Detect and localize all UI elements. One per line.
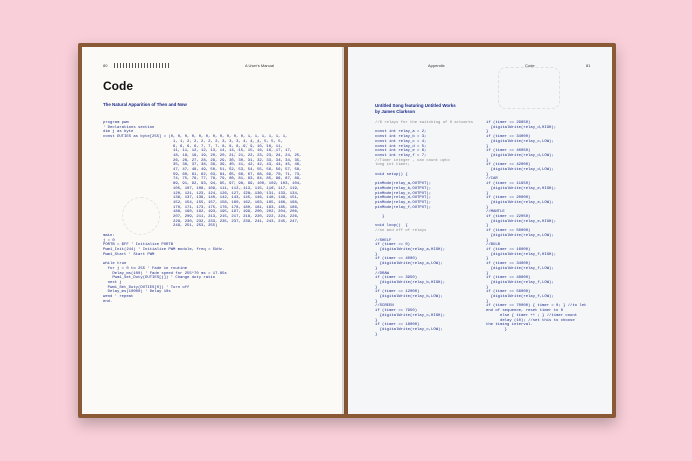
code-comment: //on and off of relays — [375, 229, 427, 234]
right-subtitle: Untitled Song featuring Untitled Works by James Clarkson — [375, 103, 456, 114]
left-page — [82, 47, 344, 414]
faint-drawing — [498, 67, 560, 109]
right-page — [348, 47, 612, 414]
code-comment: //6 relays for the switching of 6 artworks — [375, 121, 474, 125]
right-header-left: Appendix — [428, 63, 445, 68]
page-title: Code — [103, 79, 133, 93]
left-header-title: A User's Manual — [245, 63, 274, 68]
open-book — [78, 43, 616, 418]
code-column-1 — [375, 121, 473, 337]
code-listing-pwm: program pwm ' Declarations section dim j as byte const DUTIES as byte[255] = (0, 0, 0, 0, 0, 0, 0, 0, 0, 0, 0, 1, 1, 1, 1, 1, 1, 1, 1, 2, 2, 2, 2, 2, 3, 3, 3, 4, 4, 4, 5, 5, 5, 6, 6, 6, 6, 7, 7, 7, 8, 8, 8, 9, 9, 10, 10, 11, 11, 11, 12, 12, 13, 14, 14, 15, 15, 16, 16, 17, 17, 18, 18, 19, 19, 20, 20, 21, 21, 22, 23, 23, 24, 24, 25, 26, 26, 27, 28, 29, 29, 30, 30, 31, 32, 33, 34, 34, 35, 35, 36, 37, 38, 39, 39, 40, 41, 42, 42, 43, 44, 45, 46, 47, 47, 48, 49, 50, 51, 52, 53, 54, 55, 56, 56, 57, 58, 59, 60, 61, 62, 63, 64, 65, 66, 67, 68, 69, 70, 71, 73, 74, 75, 76, 77, 78, 79, 80, 81, 83, 84, 85, 86, 87, 89, 89, 91, 92, 93, 94, 95, 97, 98, 99, 100, 102, 103, 104, 105, 107, 108, 109, 111, 112, 113, 115, 116, 117, 119, 120, 121, 123, 124, 126, 127, 128, 130, 131, 133, 134, 136, 137, 139, 140, 142, 143, 145, 146, 148, 149, 151, 152, 154, 155, 157, 158, 160, 162, 163, 165, 166, 168, 170, 171, 173, 175, 176, 178, 180, 181, 183, 185, 186, 188, 190, 192, 193, 195, 197, 199, 200, 202, 204, 206, 207, 209, 211, 213, 215, 217, 218, 220, 222, 224, 226, 228, 230, 232, 233, 235, 237, 239, 241, 243, 245, 247, 249, 251, 253, 255) main: j = 0 PORTB = $FF ' Initialize PORTB Pwm1_Init(244) ' Initialize PWM module, freq = 5kHz. Pwm1_Start ' Start PWM while true for j = 0 to 255 ' Fade in routine Delay_ms(100) ' Fade speed for 255*70 ms = 17.85s Pwm1_Set_Duty(DUTIES[j]) ' Change duty ratio next j Pwm1_Set_Duty(DUTIES[0]) ' Turn off Delay_ms(10000) ' Delay 10s wend ' repeat end. — [103, 121, 302, 304]
barcode-decoration — [114, 63, 170, 68]
page-subtitle: The Natural Apparition of Then and Now — [103, 102, 187, 107]
code-block: const int relay_a = 2; const int relay_b = 3; const int relay_c = 4; const int relay_d = 5; const int relay_e = 6; const int relay_f = 7; — [375, 130, 427, 158]
right-page-number: 81 — [586, 63, 591, 68]
left-page-number: 80 — [103, 63, 108, 68]
code-block: void setup() { pinMode(relay_a,OUTPUT); pinMode(relay_b,OUTPUT); pinMode(relay_c,OUTPUT); pinMode(relay_d,OUTPUT); pinMode(relay_e,OUTPUT); pinMode(relay_f,OUTPUT); } void loop() { — [375, 172, 432, 229]
code-column-2: if (timer == 29850) {digitalWrite(relay_d,HIGH); } if (timer == 34000) {digitalWrite(relay_c,LOW); } if (timer == 40050) {digitalWrite(relay_d,LOW); } if (timer == 42000) {digitalWrite(relay_d,LOW); } //CAR if (timer == 11950) {digitalWrite(relay_e,HIGH); } if (timer == 20000) {digitalWrite(relay_e,LOW); } //MANTLE if (timer == 22050) {digitalWrite(relay_e,HIGH); } if (timer == 50000) {digitalWrite(relay_e,LOW); } //BULB if (timer == 16000) {digitalWrite(relay_f,HIGH); } if (timer == 34000) {digitalWrite(relay_f,LOW); } if (timer == 48000) {digitalWrite(relay_f,LOW); } if (timer == 56000) {digitalWrite(relay_f,LOW); } if (timer == 70000) { timer = 0; } //to let end of sequence, reset timer to 0 else { timer ++ ; } //timer count delay (10); //set this to choose the timing interval. } — [486, 121, 587, 332]
code-block: //SHELF if (timer == 0) {digitalWrite(relay_a,HIGH); } if (timer == 4000) {digitalWrite(relay_a,LOW); } //DRAW if (timer == 3950) {digitalWrite(relay_b,HIGH); } if (timer == 12000) {digitalWrite(relay_b,LOW); } //SCREEN if (timer == 7950) {digitalWrite(relay_c,HIGH); } if (timer == 18000) {digitalWrite(relay_c,LOW); } — [375, 238, 446, 337]
code-comment: //Timer integer , can count upto long int timer; — [375, 158, 450, 168]
right-header-center: Code — [525, 63, 535, 68]
